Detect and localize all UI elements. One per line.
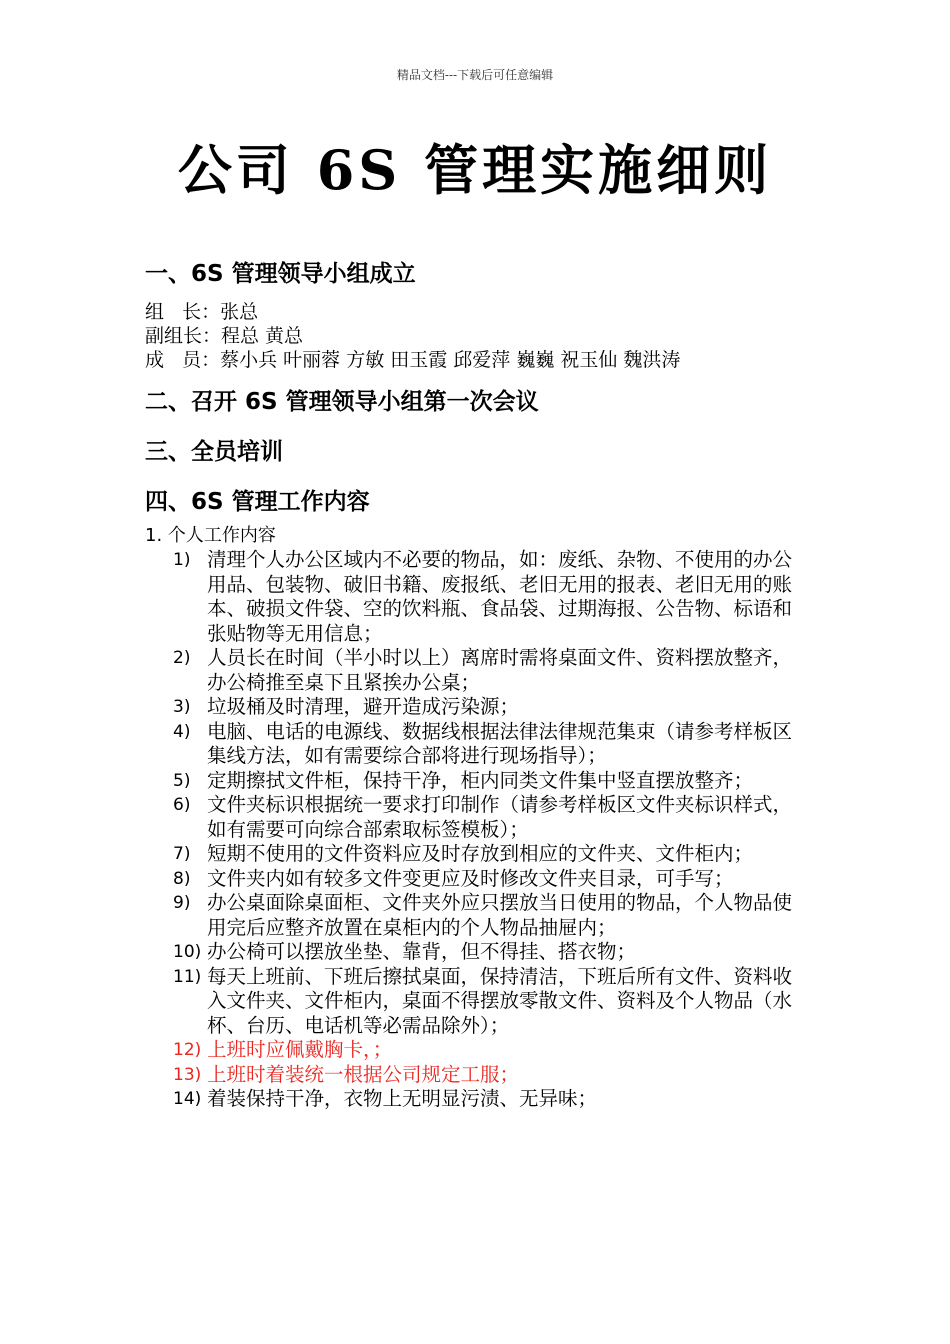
item-text: 文件夹内如有较多文件变更应及时修改文件夹目录，可手写； xyxy=(207,866,734,890)
list-item xyxy=(145,965,810,1039)
item-number: 5) xyxy=(173,770,191,791)
item-number: 9) xyxy=(173,893,191,913)
header-note: 精品文档---下载后可任意编辑 xyxy=(396,68,554,82)
item-text: 每天上班前、下班后擦拭桌面，保持清洁，下班后所有文件、资料收入文件夹、文件柜内，桌面不得摆放零散文件、资料及个人物品（水杯、台历、电话机等必需品除外）； xyxy=(207,964,793,1037)
item-text: 办公椅可以摆放坐垫、靠背，但不得挂、搭衣物； xyxy=(207,940,637,963)
list-item xyxy=(145,867,810,892)
item-number: 7) xyxy=(173,844,191,864)
member-line-members xyxy=(145,348,810,372)
section-3-heading: 三、全员培训 xyxy=(145,439,283,465)
member-value: 程总 黄总 xyxy=(221,325,304,347)
document-body xyxy=(145,258,810,1112)
list-item xyxy=(145,548,810,646)
list-item-highlighted xyxy=(145,1063,810,1088)
item-number: 1) xyxy=(173,550,191,570)
member-label: 组 长： xyxy=(145,301,221,323)
list-item xyxy=(145,646,810,695)
item-text: 清理个人办公区域内不必要的物品，如：废纸、杂物、不使用的办公用品、包装物、破旧书籍、废报纸、老旧无用的报表、老旧无用的账本、破损文件袋、空的饮料瓶、食品袋、过期海报、公告物、标语和张贴物等无用信息； xyxy=(207,548,793,645)
member-line-deputy xyxy=(145,324,810,348)
item-text: 办公桌面除桌面柜、文件夹外应只摆放当日使用的物品，个人物品使用完后应整齐放置在桌柜内的个人物品抽屉内； xyxy=(207,891,793,939)
item-number: 13) xyxy=(173,1064,202,1085)
list-item xyxy=(145,891,810,940)
section-1-heading: 一、6S 管理领导小组成立 xyxy=(145,261,416,287)
list-item xyxy=(145,1087,810,1112)
item-text: 上班时着装统一根据公司规定工服； xyxy=(207,1062,520,1086)
item-number: 14) xyxy=(173,1089,202,1109)
item-text: 人员长在时间（半小时以上）离席时需将桌面文件、资料摆放整齐，办公椅推至桌下且紧挨办公桌； xyxy=(207,646,793,694)
list-item xyxy=(145,940,810,965)
member-label: 成 员： xyxy=(145,349,221,371)
item-number: 8) xyxy=(173,868,191,889)
item-number: 4) xyxy=(173,721,191,742)
section-2-heading: 二、召开 6S 管理领导小组第一次会议 xyxy=(145,389,539,415)
item-number: 6) xyxy=(173,795,191,815)
item-text: 垃圾桶及时清理，避开造成污染源； xyxy=(207,695,520,718)
section-4-heading: 四、6S 管理工作内容 xyxy=(145,489,370,515)
member-line-leader xyxy=(145,300,810,324)
member-list xyxy=(145,300,810,372)
item-number: 11) xyxy=(173,966,202,987)
item-text: 着装保持干净，衣物上无明显污渍、无异味； xyxy=(207,1087,598,1110)
list-item xyxy=(145,793,810,842)
list-item-highlighted xyxy=(145,1038,810,1063)
item-number: 3) xyxy=(173,697,191,717)
item-text: 文件夹标识根据统一要求打印制作（请参考样板区文件夹标识样式，如有需要可向综合部索取标签模板）； xyxy=(207,793,793,841)
item-text: 上班时应佩戴胸卡，； xyxy=(207,1038,393,1061)
list-item xyxy=(145,842,810,867)
document-title: 公司 6S 管理实施细则 xyxy=(177,138,773,202)
list-item xyxy=(145,695,810,720)
item-number: 12) xyxy=(173,1040,202,1060)
item-number: 10) xyxy=(173,942,202,962)
member-value: 蔡小兵 叶丽蓉 方敏 田玉霞 邱爱萍 巍巍 祝玉仙 魏洪涛 xyxy=(220,349,681,371)
item-number: 2) xyxy=(173,648,191,668)
member-value: 张总 xyxy=(220,301,259,323)
list-item xyxy=(145,769,810,794)
member-label: 副组长： xyxy=(145,325,222,347)
item-text: 电脑、电话的电源线、数据线根据法律法律规范集束（请参考样板区集线方法，如有需要综合部将进行现场指导）； xyxy=(207,719,793,767)
list-item xyxy=(145,720,810,769)
item-text: 定期擦拭文件柜，保持干净，柜内同类文件集中竖直摆放整齐； xyxy=(207,768,754,792)
item-text: 短期不使用的文件资料应及时存放到相应的文件夹、文件柜内； xyxy=(207,842,754,865)
sub-heading-personal-work: 1. 个人工作内容 xyxy=(145,525,276,546)
work-item-list xyxy=(145,548,810,1112)
